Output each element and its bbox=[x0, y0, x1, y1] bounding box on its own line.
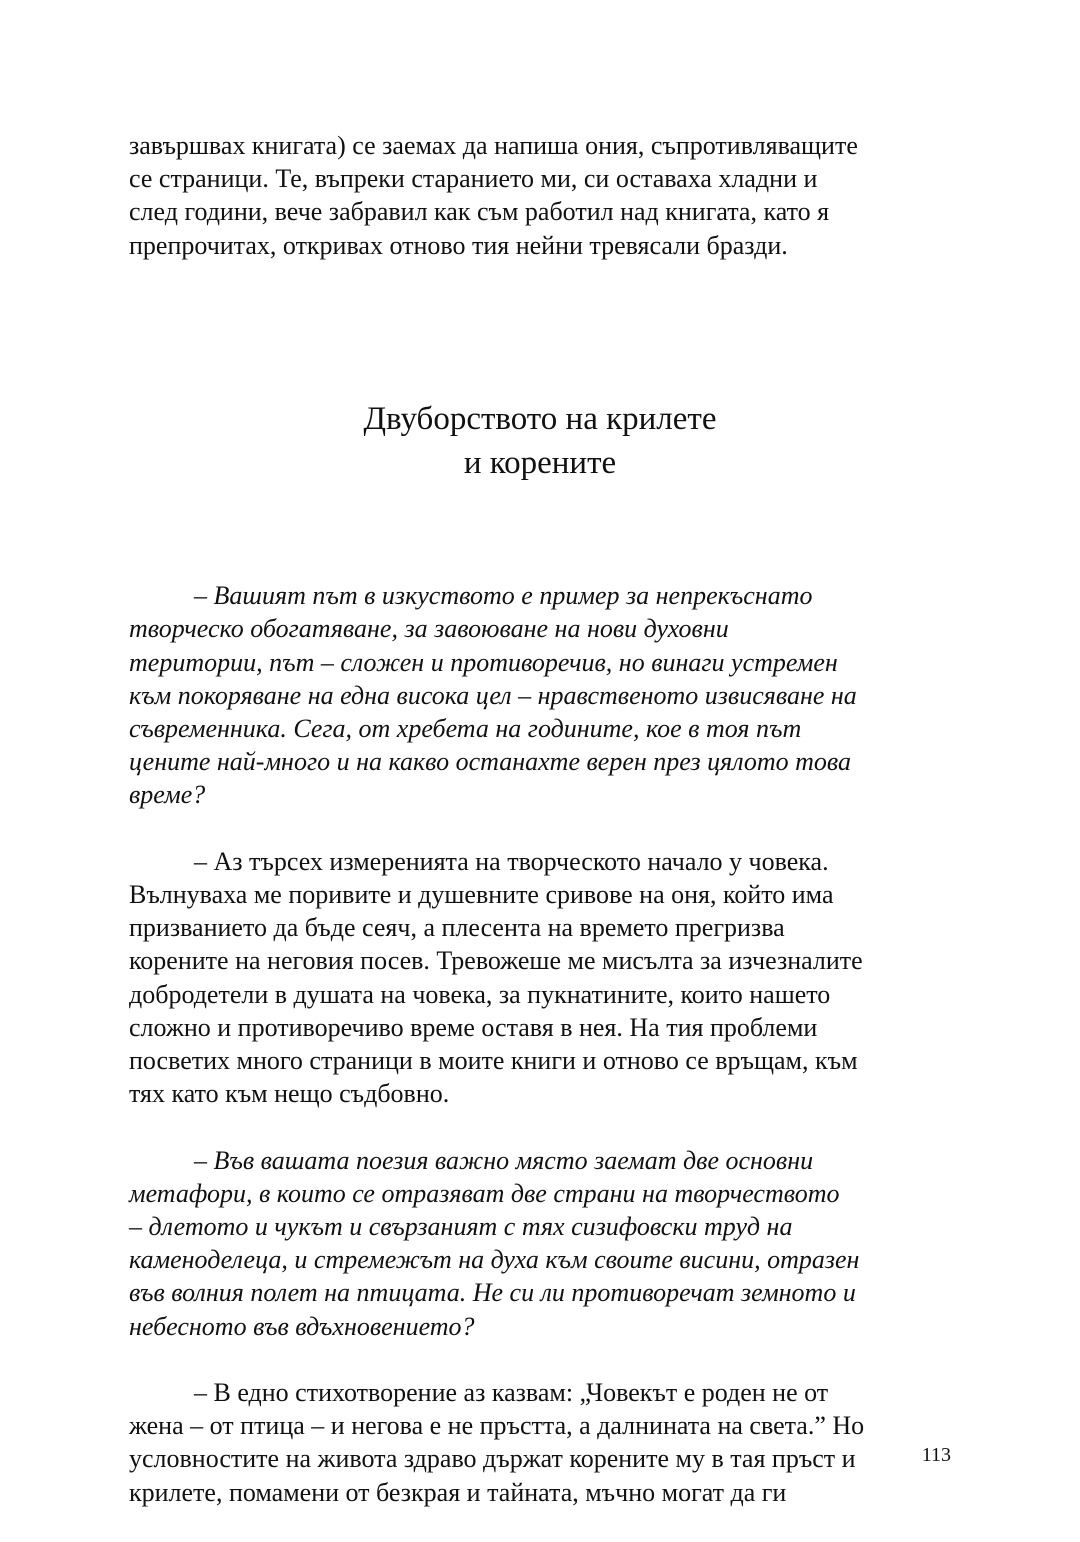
interview-body bbox=[129, 546, 959, 1542]
intro-paragraph: завършвах книгата) се заемах да напиша ония, съпротивляващите се страници. Те, въпреки старанието ми, си оставаха хладни и след години, вече забравил как съм работил над книгата, като я препрочитах, откривах отново тия нейни тревясали бразди. bbox=[129, 131, 858, 260]
interview-question-2: – Във вашата поезия важно място заемат две основни метафори, в които се отразяват две страни на творчеството – длетото и чукът и свързаният с тях сизифовски труд на каменоделеца, и стремежът на духа към своите висини, отразен във волния полет на птицата. Не си ли противоречат земното и небесното във вдъхновението? bbox=[129, 1145, 860, 1341]
chapter-title: Двуборството на крилете и корените bbox=[363, 401, 717, 481]
page-number: 113 bbox=[921, 1444, 951, 1466]
interview-question-1: – Вашият път в изкуството е пример за непрекъснато творческо обогатяване, за завоюване на нови духовни територии, път – сложен и противоречив, но винаги устремен към покоряване на една висока цел – нравственото извисяване на съвременника. Сега, от хребета на годините, кое в тоя път цените най-много и на какво останахте верен през цялото това време? bbox=[129, 581, 857, 810]
interview-answer-1: – Аз търсех измеренията на творческото начало у човека. Вълнуваха ме поривите и душевните сривове на оня, който има призванието да бъде сеяч, а плесента на времето прегризва корените на неговия посев. Тревожеше ме мисълта за изчезналите добродетели в душата на човека, за пукнатините, които нашето сложно и противоречиво време оставя в нея. На тия проблеми посветих много страници в моите книги и отново се връщам, към тях като към нещо съдбовно. bbox=[129, 846, 863, 1109]
interview-answer-2: – В едно стихотворение аз казвам: „Човекът е роден не от жена – от птица – и негова е не пръстта, а далнината на света.” Но условностите на живота здраво държат корените му в тая пръст и крилете, помамени от безкрая и тайната, мъчно могат да ги bbox=[129, 1378, 865, 1507]
